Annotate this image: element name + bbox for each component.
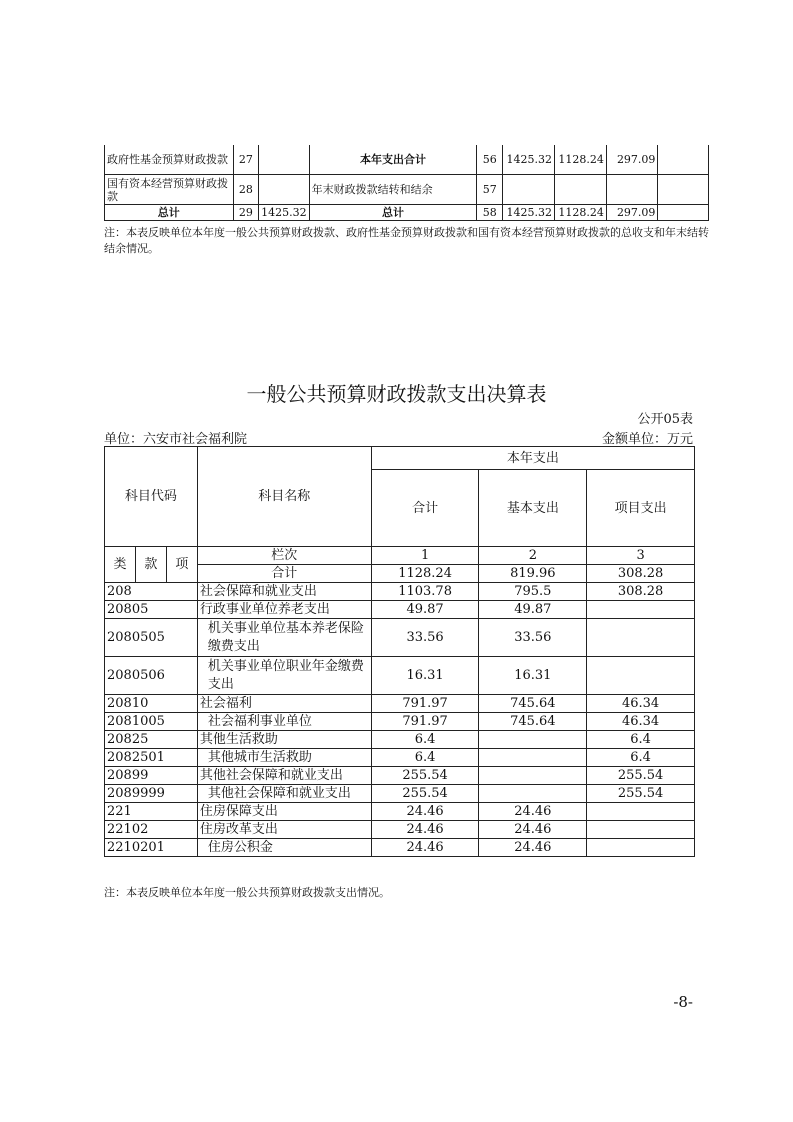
summary-left-amount [259, 145, 310, 175]
table-code: 公开05表 [637, 412, 693, 427]
summary-amount [658, 175, 709, 205]
unit-label: 单位：六安市社会福利院 [104, 432, 248, 447]
header-total: 合计 [371, 470, 479, 547]
amount-basic: 24.46 [479, 803, 587, 821]
table-row [105, 803, 695, 821]
subject-name: 社会保障和就业支出 [197, 583, 371, 601]
amount-basic: 745.64 [479, 695, 587, 713]
table-row [105, 749, 695, 767]
table-row [105, 839, 695, 857]
subject-name: 社会福利 [197, 695, 371, 713]
amount-basic: 16.31 [479, 657, 587, 695]
summary-left-label: 国有资本经营预算财政拨款 [105, 175, 234, 205]
subject-code: 20899 [105, 767, 198, 785]
summary-left-label: 政府性基金预算财政拨款 [105, 145, 234, 175]
amount-project [587, 601, 695, 619]
expense-table [104, 446, 695, 857]
amount-total: 33.56 [371, 619, 479, 657]
summary-left-no: 27 [233, 145, 259, 175]
subject-code: 2080506 [105, 657, 198, 695]
subject-name: 其他城市生活救助 [197, 749, 371, 767]
subject-code: 20805 [105, 601, 198, 619]
amount-total: 24.46 [371, 839, 479, 857]
subject-code: 2210201 [105, 839, 198, 857]
header-code: 科目代码 [105, 447, 198, 547]
col-no-3: 3 [587, 547, 695, 565]
subject-code: 2080505 [105, 619, 198, 657]
summary-left-amount [259, 175, 310, 205]
header-col-no: 栏次 [197, 547, 371, 565]
table-row [105, 821, 695, 839]
summary-left-amount: 1425.32 [259, 205, 310, 221]
subject-name: 住房保障支出 [197, 803, 371, 821]
header-project: 项目支出 [587, 470, 695, 547]
amount-project: 46.34 [587, 713, 695, 731]
amount-basic [479, 749, 587, 767]
amount-total: 24.46 [371, 821, 479, 839]
table-row [105, 713, 695, 731]
summary-right-label: 总计 [309, 205, 477, 221]
subject-name: 其他社会保障和就业支出 [197, 767, 371, 785]
subject-code: 22102 [105, 821, 198, 839]
subject-code: 208 [105, 583, 198, 601]
summary-amount: 1128.24 [554, 205, 606, 221]
amount-total: 6.4 [371, 749, 479, 767]
col-no-1: 1 [371, 547, 479, 565]
subject-name: 机关事业单位职业年金缴费支出 [197, 657, 371, 695]
amount-project [587, 619, 695, 657]
amount-total: 791.97 [371, 695, 479, 713]
table-row [105, 767, 695, 785]
income-expense-summary-table [104, 145, 709, 221]
subject-code: 2081005 [105, 713, 198, 731]
amount-basic: 795.5 [479, 583, 587, 601]
amount-project [587, 657, 695, 695]
amount-total: 24.46 [371, 803, 479, 821]
amount-basic [479, 731, 587, 749]
amount-total: 16.31 [371, 657, 479, 695]
header-name: 科目名称 [197, 447, 371, 547]
header-current-year: 本年支出 [371, 447, 694, 470]
sum-project: 308.28 [587, 565, 695, 583]
amount-basic [479, 767, 587, 785]
header-row [105, 447, 695, 470]
summary-row [105, 175, 709, 205]
table-row [105, 657, 695, 695]
table-row [105, 583, 695, 601]
amount-basic: 49.87 [479, 601, 587, 619]
summary-amount: 297.09 [606, 205, 658, 221]
header-lei: 类 [105, 547, 136, 583]
amount-total: 791.97 [371, 713, 479, 731]
sum-label: 合计 [197, 565, 371, 583]
amount-project: 308.28 [587, 583, 695, 601]
sum-basic: 819.96 [479, 565, 587, 583]
amount-total: 6.4 [371, 731, 479, 749]
amount-project: 6.4 [587, 731, 695, 749]
summary-amount: 297.09 [606, 145, 658, 175]
expense-table-note: 注：本表反映单位本年度一般公共预算财政拨款支出情况。 [104, 886, 390, 899]
amount-project [587, 839, 695, 857]
amount-project: 6.4 [587, 749, 695, 767]
summary-right-no: 57 [477, 175, 503, 205]
col-no-2: 2 [479, 547, 587, 565]
subject-name: 住房公积金 [197, 839, 371, 857]
summary-right-label: 年末财政拨款结转和结余 [309, 175, 477, 205]
subject-code: 2089999 [105, 785, 198, 803]
expense-table-body [105, 447, 695, 857]
amount-basic: 33.56 [479, 619, 587, 657]
amount-project [587, 803, 695, 821]
amount-basic: 24.46 [479, 839, 587, 857]
page-title: 一般公共预算财政拨款支出决算表 [246, 382, 547, 406]
subject-code: 20810 [105, 695, 198, 713]
summary-amount [658, 205, 709, 221]
subject-code: 20825 [105, 731, 198, 749]
subject-code: 221 [105, 803, 198, 821]
summary-amount [658, 145, 709, 175]
table-row [105, 731, 695, 749]
summary-row [105, 145, 709, 175]
summary-amount [503, 175, 555, 205]
summary-right-label: 本年支出合计 [309, 145, 477, 175]
amount-total: 255.54 [371, 767, 479, 785]
summary-amount [554, 175, 606, 205]
amount-project: 46.34 [587, 695, 695, 713]
subject-name: 其他社会保障和就业支出 [197, 785, 371, 803]
amount-total: 1103.78 [371, 583, 479, 601]
summary-amount: 1128.24 [554, 145, 606, 175]
header-kuan: 款 [135, 547, 166, 583]
summary-amount: 1425.32 [503, 205, 555, 221]
subject-name: 社会福利事业单位 [197, 713, 371, 731]
subject-name: 住房改革支出 [197, 821, 371, 839]
table-row [105, 601, 695, 619]
summary-right-no: 58 [477, 205, 503, 221]
header-xiang: 项 [166, 547, 197, 583]
summary-amount [606, 175, 658, 205]
summary-table-body [105, 145, 709, 221]
amount-project: 255.54 [587, 785, 695, 803]
subject-code: 2082501 [105, 749, 198, 767]
column-number-row [105, 547, 695, 565]
amount-basic: 745.64 [479, 713, 587, 731]
table-row [105, 695, 695, 713]
amount-project [587, 821, 695, 839]
table-row [105, 785, 695, 803]
subject-name: 机关事业单位基本养老保险缴费支出 [197, 619, 371, 657]
table-row [105, 619, 695, 657]
money-unit-label: 金额单位：万元 [601, 432, 693, 447]
amount-basic: 24.46 [479, 821, 587, 839]
summary-amount: 1425.32 [503, 145, 555, 175]
header-basic: 基本支出 [479, 470, 587, 547]
sum-total: 1128.24 [371, 565, 479, 583]
summary-right-no: 56 [477, 145, 503, 175]
amount-project: 255.54 [587, 767, 695, 785]
subject-name: 行政事业单位养老支出 [197, 601, 371, 619]
amount-total: 255.54 [371, 785, 479, 803]
subject-name: 其他生活救助 [197, 731, 371, 749]
summary-left-label: 总计 [105, 205, 234, 221]
summary-left-no: 29 [233, 205, 259, 221]
page-number: -8- [673, 993, 693, 1011]
summary-left-no: 28 [233, 175, 259, 205]
amount-total: 49.87 [371, 601, 479, 619]
summary-row [105, 205, 709, 221]
summary-table-note: 注：本表反映单位本年度一般公共预算财政拨款、政府性基金预算财政拨款和国有资本经营预算财政拨款的总收支和年末结转结余情况。 [104, 226, 709, 255]
amount-basic [479, 785, 587, 803]
